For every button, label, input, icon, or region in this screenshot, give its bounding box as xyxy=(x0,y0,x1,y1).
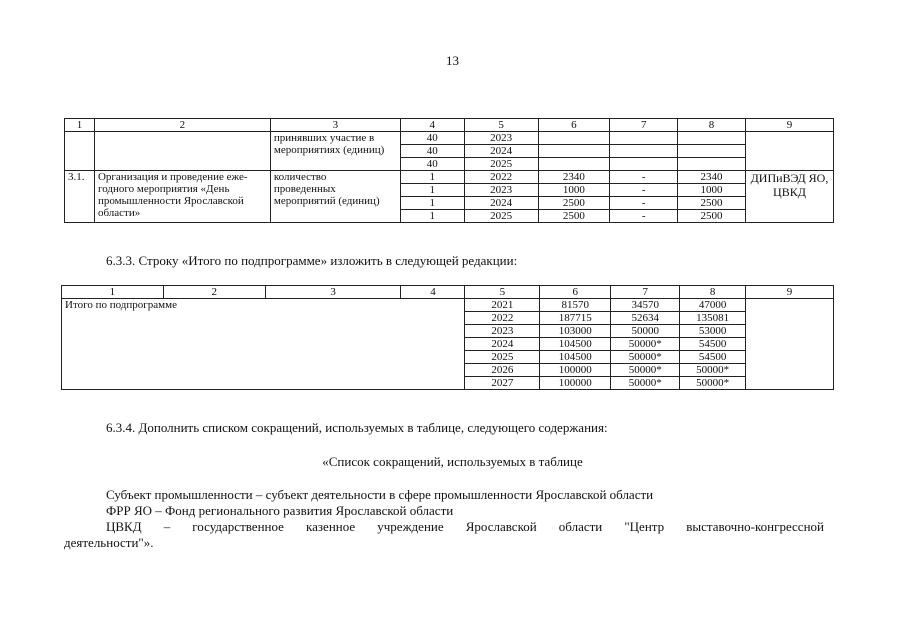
year-cell: 2024 xyxy=(464,145,538,158)
col-header: 2 xyxy=(163,286,265,299)
federal-cell: 50000 xyxy=(611,325,680,338)
year-cell: 2025 xyxy=(465,351,540,364)
cell-empty xyxy=(678,145,746,158)
col-header: 1 xyxy=(65,119,95,132)
col-header: 2 xyxy=(94,119,270,132)
total-cell: 1000 xyxy=(538,184,610,197)
paragraph-6-3-4: 6.3.4. Дополнить списком сокращений, используемых в таблице, следующего содержания: xyxy=(106,420,608,435)
year-cell: 2022 xyxy=(465,312,540,325)
total-cell: 2340 xyxy=(538,171,610,184)
year-cell: 2022 xyxy=(464,171,538,184)
abbreviation-frr: ФРР ЯО – Фонд регионального развития Ярославской области xyxy=(106,503,454,518)
indicator-value: 1 xyxy=(400,197,464,210)
regional-cell: 135081 xyxy=(680,312,746,325)
regional-cell: 50000* xyxy=(680,364,746,377)
description-line: годного мероприятия «День xyxy=(97,183,230,195)
description-line: области» xyxy=(97,207,141,219)
federal-cell: - xyxy=(610,171,678,184)
indicator-value: 40 xyxy=(400,132,464,145)
cell-empty xyxy=(94,132,270,171)
cell-empty xyxy=(610,132,678,145)
col-header: 3 xyxy=(270,119,400,132)
item-description xyxy=(94,171,270,223)
col-header: 8 xyxy=(680,286,746,299)
total-cell: 2500 xyxy=(538,210,610,223)
federal-cell: 52634 xyxy=(611,312,680,325)
table-row xyxy=(62,299,834,312)
col-header: 4 xyxy=(400,119,464,132)
executor-line: ДИПиВЭД ЯО, xyxy=(750,171,829,185)
total-cell: 187715 xyxy=(540,312,611,325)
indicator-cell xyxy=(270,132,400,171)
regional-cell: 54500 xyxy=(680,338,746,351)
total-label: Итого по подпрограмме xyxy=(62,299,465,390)
regional-cell: 47000 xyxy=(680,299,746,312)
item-number: 3.1. xyxy=(65,171,95,223)
federal-cell: - xyxy=(610,184,678,197)
federal-cell: 50000* xyxy=(611,338,680,351)
year-cell: 2026 xyxy=(465,364,540,377)
year-cell: 2023 xyxy=(464,132,538,145)
cell-empty xyxy=(610,145,678,158)
regional-cell: 54500 xyxy=(680,351,746,364)
total-cell: 103000 xyxy=(540,325,611,338)
col-header: 4 xyxy=(401,286,465,299)
cell-empty xyxy=(678,132,746,145)
cell-empty xyxy=(538,132,610,145)
regional-cell: 53000 xyxy=(680,325,746,338)
col-header: 9 xyxy=(746,286,834,299)
program-table-continuation xyxy=(64,118,834,223)
col-header: 3 xyxy=(265,286,401,299)
indicator-value: 1 xyxy=(400,171,464,184)
indicator-line: проведенных xyxy=(273,183,336,195)
regional-cell: 2500 xyxy=(678,197,746,210)
federal-cell: 50000* xyxy=(611,377,680,390)
abbreviation-list-title: «Список сокращений, используемых в таблице xyxy=(322,454,583,469)
total-cell: 100000 xyxy=(540,364,611,377)
table-row xyxy=(65,132,834,145)
indicator-line: принявших участие в xyxy=(273,132,375,144)
col-header: 1 xyxy=(62,286,164,299)
paragraph-6-3-3: 6.3.3. Строку «Итого по подпрограмме» изложить в следующей редакции: xyxy=(106,253,518,268)
indicator-line: мероприятиях (единиц) xyxy=(273,144,385,156)
cell-empty xyxy=(746,299,834,390)
year-cell: 2023 xyxy=(465,325,540,338)
col-header: 7 xyxy=(611,286,680,299)
page-number: 13 xyxy=(446,53,459,68)
cell-empty xyxy=(678,158,746,171)
federal-cell: 50000* xyxy=(611,351,680,364)
cell-empty xyxy=(538,145,610,158)
cell-empty xyxy=(745,132,833,171)
regional-cell: 50000* xyxy=(680,377,746,390)
cell-empty xyxy=(538,158,610,171)
federal-cell: - xyxy=(610,197,678,210)
col-header: 9 xyxy=(745,119,833,132)
total-cell: 2500 xyxy=(538,197,610,210)
abbreviation-subject: Субъект промышленности – субъект деятельности в сфере промышленности Ярославской области xyxy=(106,487,654,502)
indicator-value: 1 xyxy=(400,184,464,197)
total-cell: 100000 xyxy=(540,377,611,390)
executor-cell xyxy=(745,171,833,223)
col-header: 5 xyxy=(464,119,538,132)
indicator-value: 40 xyxy=(400,158,464,171)
year-cell: 2024 xyxy=(464,197,538,210)
total-cell: 81570 xyxy=(540,299,611,312)
abbreviation-cvkd-line2: деятельности"». xyxy=(64,535,154,550)
federal-cell: 50000* xyxy=(611,364,680,377)
header-row xyxy=(62,286,834,299)
year-cell: 2025 xyxy=(464,158,538,171)
indicator-value: 40 xyxy=(400,145,464,158)
col-header: 6 xyxy=(538,119,610,132)
cell-empty xyxy=(610,158,678,171)
federal-cell: - xyxy=(610,210,678,223)
executor-line: ЦВКД xyxy=(773,185,806,199)
year-cell: 2023 xyxy=(464,184,538,197)
year-cell: 2024 xyxy=(465,338,540,351)
cell-empty xyxy=(65,132,95,171)
description-line: Организация и проведение еже- xyxy=(97,171,248,183)
col-header: 6 xyxy=(540,286,611,299)
table-row xyxy=(65,171,834,184)
indicator-line: количество xyxy=(273,171,327,183)
year-cell: 2021 xyxy=(465,299,540,312)
regional-cell: 2500 xyxy=(678,210,746,223)
description-line: промышленности Ярославской xyxy=(97,195,244,207)
total-cell: 104500 xyxy=(540,338,611,351)
year-cell: 2025 xyxy=(464,210,538,223)
indicator-cell xyxy=(270,171,400,223)
year-cell: 2027 xyxy=(465,377,540,390)
indicator-value: 1 xyxy=(400,210,464,223)
indicator-line: мероприятий (единиц) xyxy=(273,195,380,207)
col-header: 7 xyxy=(610,119,678,132)
header-row xyxy=(65,119,834,132)
col-header: 8 xyxy=(678,119,746,132)
total-cell: 104500 xyxy=(540,351,611,364)
regional-cell: 2340 xyxy=(678,171,746,184)
regional-cell: 1000 xyxy=(678,184,746,197)
col-header: 5 xyxy=(465,286,540,299)
federal-cell: 34570 xyxy=(611,299,680,312)
subprogram-total-table xyxy=(61,285,834,390)
abbreviation-cvkd-line1: ЦВКД – государственное казенное учреждение Ярославской области "Центр выставочно-конгрессной xyxy=(106,519,824,534)
